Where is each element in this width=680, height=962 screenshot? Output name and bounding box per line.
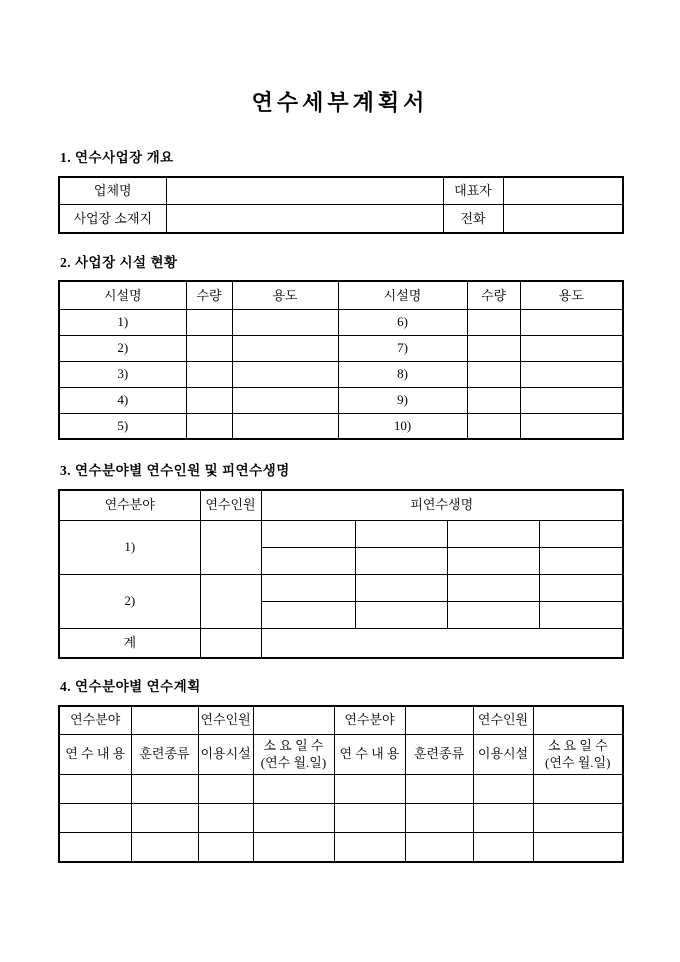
usage-field[interactable] (520, 387, 623, 413)
row-number: 10) (338, 413, 467, 439)
facility-name-header: 시설명 (59, 281, 186, 309)
trainee-name-field[interactable] (447, 547, 539, 574)
plan-cell[interactable] (334, 804, 405, 833)
trainee-name-field[interactable] (447, 601, 539, 628)
days-required-line2: (연수 월.일) (260, 754, 327, 770)
quantity-header: 수량 (467, 281, 520, 309)
usage-field[interactable] (520, 309, 623, 335)
row-number: 3) (59, 361, 186, 387)
row-number: 1) (59, 309, 186, 335)
section-workplace-overview (58, 149, 622, 234)
usage-field[interactable] (520, 361, 623, 387)
facility-used-header: 이용시설 (473, 735, 533, 775)
plan-cell[interactable] (253, 804, 334, 833)
quantity-field[interactable] (186, 361, 232, 387)
quantity-header: 수량 (186, 281, 232, 309)
total-trainees-field[interactable] (261, 628, 623, 658)
representative-field[interactable] (503, 177, 623, 205)
trainee-name-field[interactable] (261, 547, 355, 574)
table-row (59, 833, 623, 862)
personnel-header: 연수인원 (200, 490, 261, 520)
table-row (59, 804, 623, 833)
table-row (59, 205, 623, 233)
workplace-address-label: 사업장 소재지 (59, 205, 166, 233)
workplace-overview-table (58, 176, 624, 234)
plan-cell[interactable] (131, 833, 198, 862)
plan-cell[interactable] (59, 804, 131, 833)
plan-cell[interactable] (131, 804, 198, 833)
row-number: 7) (338, 335, 467, 361)
row-number: 2) (59, 574, 200, 628)
row-number: 8) (338, 361, 467, 387)
personnel-count-field[interactable] (200, 574, 261, 628)
trainee-name-field[interactable] (355, 520, 447, 547)
training-field-value[interactable] (405, 706, 473, 735)
trainee-name-field[interactable] (355, 547, 447, 574)
quantity-field[interactable] (186, 309, 232, 335)
phone-label: 전화 (443, 205, 503, 233)
plan-cell[interactable] (59, 775, 131, 804)
plan-cell[interactable] (533, 804, 623, 833)
table-header-row (59, 706, 623, 735)
table-row (59, 574, 623, 601)
plan-cell[interactable] (473, 804, 533, 833)
plan-cell[interactable] (334, 833, 405, 862)
section-2-heading: 2. 사업장 시설 현황 (60, 254, 178, 270)
company-name-label: 업체명 (59, 177, 166, 205)
days-required-line1: 소 요 일 수 (547, 737, 608, 753)
training-field-value[interactable] (131, 706, 198, 735)
page-title: 연수세부계획서 (251, 90, 429, 115)
training-type-header: 훈련종류 (405, 735, 473, 775)
plan-cell[interactable] (533, 833, 623, 862)
trainee-name-field[interactable] (261, 520, 355, 547)
plan-cell[interactable] (198, 775, 253, 804)
training-field-header: 연수분야 (59, 490, 200, 520)
usage-field[interactable] (232, 387, 338, 413)
usage-header: 용도 (232, 281, 338, 309)
table-row (59, 361, 623, 387)
row-number: 9) (338, 387, 467, 413)
plan-cell[interactable] (334, 775, 405, 804)
quantity-field[interactable] (467, 335, 520, 361)
row-number: 4) (59, 387, 186, 413)
training-content-header: 연 수 내 용 (59, 735, 131, 775)
quantity-field[interactable] (186, 413, 232, 439)
usage-header: 용도 (520, 281, 623, 309)
trainee-name-field[interactable] (261, 601, 355, 628)
representative-label: 대표자 (443, 177, 503, 205)
trainee-name-field[interactable] (539, 520, 623, 547)
plan-cell[interactable] (473, 775, 533, 804)
plan-cell[interactable] (405, 833, 473, 862)
plan-cell[interactable] (473, 833, 533, 862)
section-3-heading: 3. 연수분야별 연수인원 및 피연수생명 (60, 463, 290, 479)
row-number: 2) (59, 335, 186, 361)
row-number: 1) (59, 520, 200, 574)
table-header-row (59, 281, 623, 309)
table-header-row (59, 735, 623, 775)
table-row (59, 309, 623, 335)
training-type-header: 훈련종류 (131, 735, 198, 775)
trainee-name-field[interactable] (447, 520, 539, 547)
section-facility-status (58, 254, 622, 441)
table-row (59, 775, 623, 804)
trainee-name-field[interactable] (355, 601, 447, 628)
plan-cell[interactable] (198, 804, 253, 833)
trainee-name-field[interactable] (539, 547, 623, 574)
trainees-table (58, 489, 624, 659)
row-number: 5) (59, 413, 186, 439)
training-field-label: 연수분야 (59, 706, 131, 735)
personnel-label: 연수인원 (198, 706, 253, 735)
plan-cell[interactable] (405, 804, 473, 833)
workplace-address-field[interactable] (166, 205, 443, 233)
phone-field[interactable] (503, 205, 623, 233)
training-field-label: 연수분야 (334, 706, 405, 735)
training-content-header: 연 수 내 용 (334, 735, 405, 775)
facility-name-header: 시설명 (338, 281, 467, 309)
days-required-line1: 소 요 일 수 (263, 737, 324, 753)
quantity-field[interactable] (186, 387, 232, 413)
table-row (59, 413, 623, 439)
plan-cell[interactable] (198, 833, 253, 862)
personnel-label: 연수인원 (473, 706, 533, 735)
total-label: 계 (59, 628, 200, 658)
quantity-field[interactable] (467, 387, 520, 413)
trainee-name-field[interactable] (539, 601, 623, 628)
quantity-field[interactable] (467, 361, 520, 387)
trainee-name-field[interactable] (447, 574, 539, 601)
table-total-row (59, 628, 623, 658)
trainee-names-header: 피연수생명 (261, 490, 623, 520)
usage-field[interactable] (520, 335, 623, 361)
quantity-field[interactable] (467, 413, 520, 439)
days-required-header (533, 735, 623, 775)
company-name-field[interactable] (166, 177, 443, 205)
section-1-heading: 1. 연수사업장 개요 (60, 150, 174, 166)
plan-cell[interactable] (253, 775, 334, 804)
trainee-name-field[interactable] (261, 574, 355, 601)
personnel-count-field[interactable] (200, 520, 261, 574)
facility-used-header: 이용시설 (198, 735, 253, 775)
row-number: 6) (338, 309, 467, 335)
quantity-field[interactable] (467, 309, 520, 335)
trainee-name-field[interactable] (539, 574, 623, 601)
table-row (59, 335, 623, 361)
facility-status-table (58, 280, 624, 440)
personnel-value[interactable] (533, 706, 623, 735)
usage-field[interactable] (232, 361, 338, 387)
days-required-header (253, 735, 334, 775)
usage-field[interactable] (232, 413, 338, 439)
quantity-field[interactable] (186, 335, 232, 361)
table-row (59, 177, 623, 205)
plan-cell[interactable] (59, 833, 131, 862)
table-header-row (59, 490, 623, 520)
plan-cell[interactable] (253, 833, 334, 862)
usage-field[interactable] (232, 335, 338, 361)
total-personnel-field[interactable] (200, 628, 261, 658)
days-required-line2: (연수 월.일) (545, 754, 611, 770)
personnel-value[interactable] (253, 706, 334, 735)
plan-cell[interactable] (131, 775, 198, 804)
training-plan-table (58, 705, 624, 863)
table-row (59, 520, 623, 547)
section-trainees-by-field (58, 462, 622, 659)
trainee-name-field[interactable] (355, 574, 447, 601)
plan-cell[interactable] (405, 775, 473, 804)
table-row (59, 387, 623, 413)
section-training-plan (58, 678, 622, 863)
usage-field[interactable] (520, 413, 623, 439)
plan-cell[interactable] (533, 775, 623, 804)
usage-field[interactable] (232, 309, 338, 335)
section-4-heading: 4. 연수분야별 연수계획 (60, 679, 201, 695)
